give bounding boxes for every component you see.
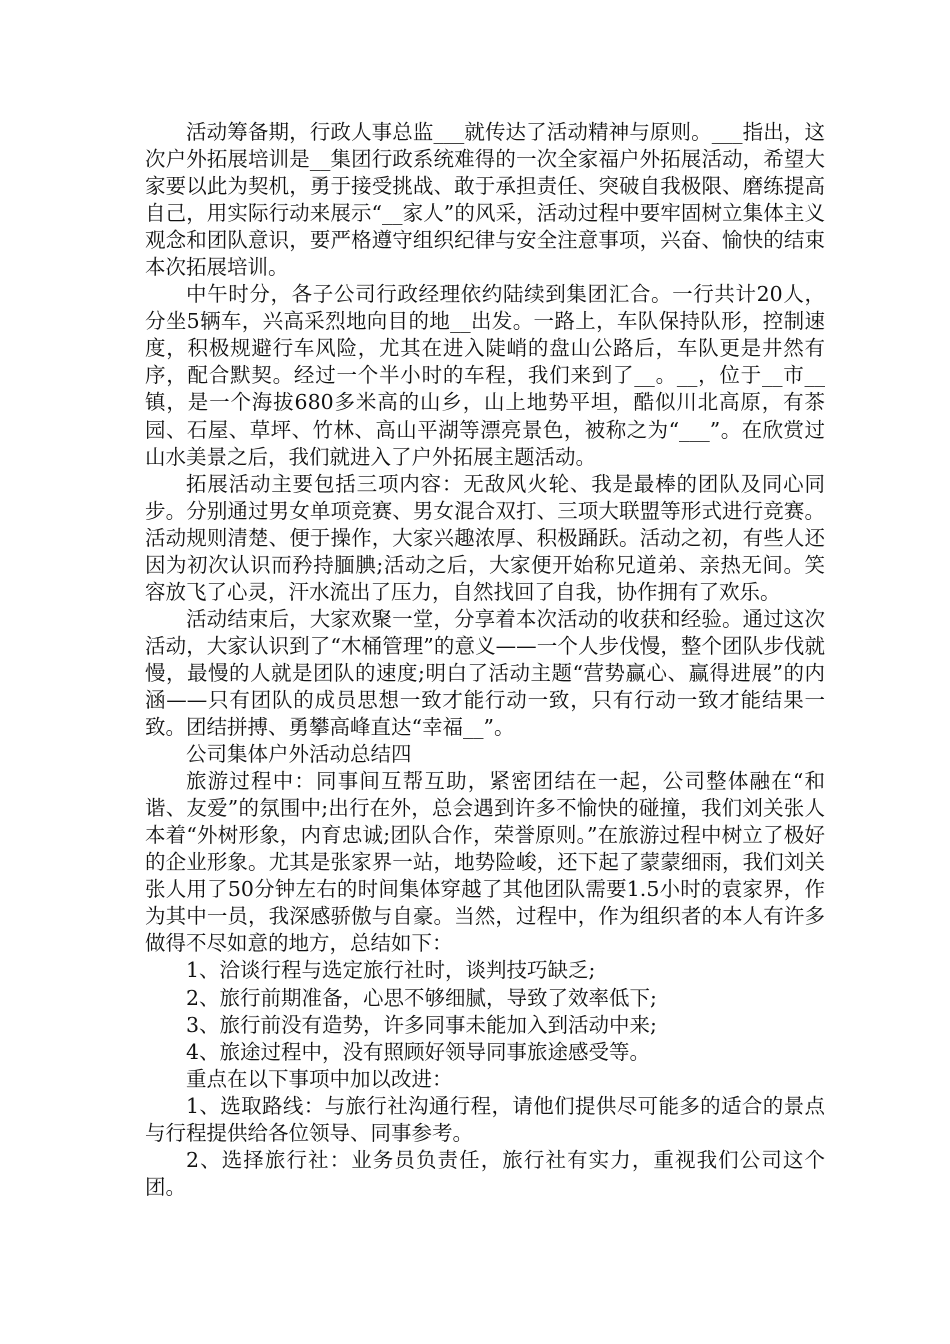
list-item-shortcoming-1: 1、洽谈行程与选定旅行社时，谈判技巧缺乏; (186, 958, 596, 983)
list-item-improvement-1: 1、选取路线：与旅行社沟通行程，请他们提供尽可能多的适合的景点与行程提供给各位领导、同事参考。 (145, 1093, 825, 1145)
paragraph-preparation: 活动筹备期，行政人事总监___就传达了活动精神与原则。___指出，这次户外拓展培训是__集团行政系统难得的一次全家福户外拓展活动，希望大家要以此为契机，勇于接受挑战、敢于承担责任、突破自我极限、磨练提高自己，用实际行动来展示“__家人”的风采，活动过程中要牢固树立集体主义观念和团队意识，要严格遵守组织纪律与安全注意事项，兴奋、愉快的结束本次拓展培训。 (145, 120, 825, 280)
list-item-shortcoming-2: 2、旅行前期准备，心思不够细腻，导致了效率低下; (186, 985, 657, 1010)
document-page (145, 119, 825, 1201)
list-item-shortcoming-4: 4、旅途过程中，没有照顾好领导同事旅途感受等。 (186, 1039, 651, 1064)
paragraph-activities: 拓展活动主要包括三项内容：无敌风火轮、我是最棒的团队及同心同步。分别通过男女单项竞赛、男女混合双打、三项大联盟等形式进行竞赛。活动规则清楚、便于操作，大家兴趣浓厚、积极踊跃。活动之初，有些人还因为初次认识而矜持腼腆;活动之后，大家便开始称兄道弟、亲热无间。笑容放飞了心灵，汗水流出了压力，自然找回了自我，协作拥有了欢乐。 (145, 471, 825, 604)
paragraph-travel-process: 旅游过程中：同事间互帮互助，紧密团结在一起，公司整体融在“和谐、友爱”的氛围中;出行在外，总会遇到许多不愉快的碰撞，我们刘关张人本着“外树形象，内育忠诚;团队合作，荣誉原则。”在旅游过程中树立了极好的企业形象。尤其是张家界一站，地势险峻，还下起了蒙蒙细雨，我们刘关张人用了50分钟左右的时间集体穿越了其他团队需要1.5小时的袁家界，作为其中一员，我深感骄傲与自豪。当然，过程中，作为组织者的本人有许多做得不尽如意的地方，总结如下： (145, 769, 825, 956)
improvement-heading: 重点在以下事项中加以改进： (186, 1066, 453, 1091)
list-item-improvement-2: 2、选择旅行社：业务员负责任，旅行社有实力，重视我们公司这个团。 (145, 1147, 825, 1199)
list-item-shortcoming-3: 3、旅行前没有造势，许多同事未能加入到活动中来; (186, 1012, 657, 1037)
section-heading: 公司集体户外活动总结四 (186, 742, 412, 767)
paragraph-conclusion: 活动结束后，大家欢聚一堂，分享着本次活动的收获和经验。通过这次活动，大家认识到了“木桶管理”的意义——一个人步伐慢，整个团队步伐就慢，最慢的人就是团队的速度;明白了活动主题“营势赢心、赢得进展”的内涵——只有团队的成员思想一致才能行动一致，只有行动一致才能结果一致。团结拼搏、勇攀高峰直达“幸福__”。 (145, 606, 825, 740)
paragraph-arrival: 中午时分，各子公司行政经理依约陆续到集团汇合。一行共计20人，分坐5辆车，兴高采烈地向目的地__出发。一路上，车队保持队形，控制速度，积极规避行车风险，尤其在进入陡峭的盘山公路后，车队更是井然有序，配合默契。经过一个半小时的车程，我们来到了__。__，位于__市__镇，是一个海拔680多米高的山乡，山上地势平坦，酷似川北高原，有茶园、石屋、草坪、竹林、高山平湖等漂亮景色，被称之为“___”。在欣赏过山水美景之后，我们就进入了户外拓展主题活动。 (145, 282, 825, 469)
